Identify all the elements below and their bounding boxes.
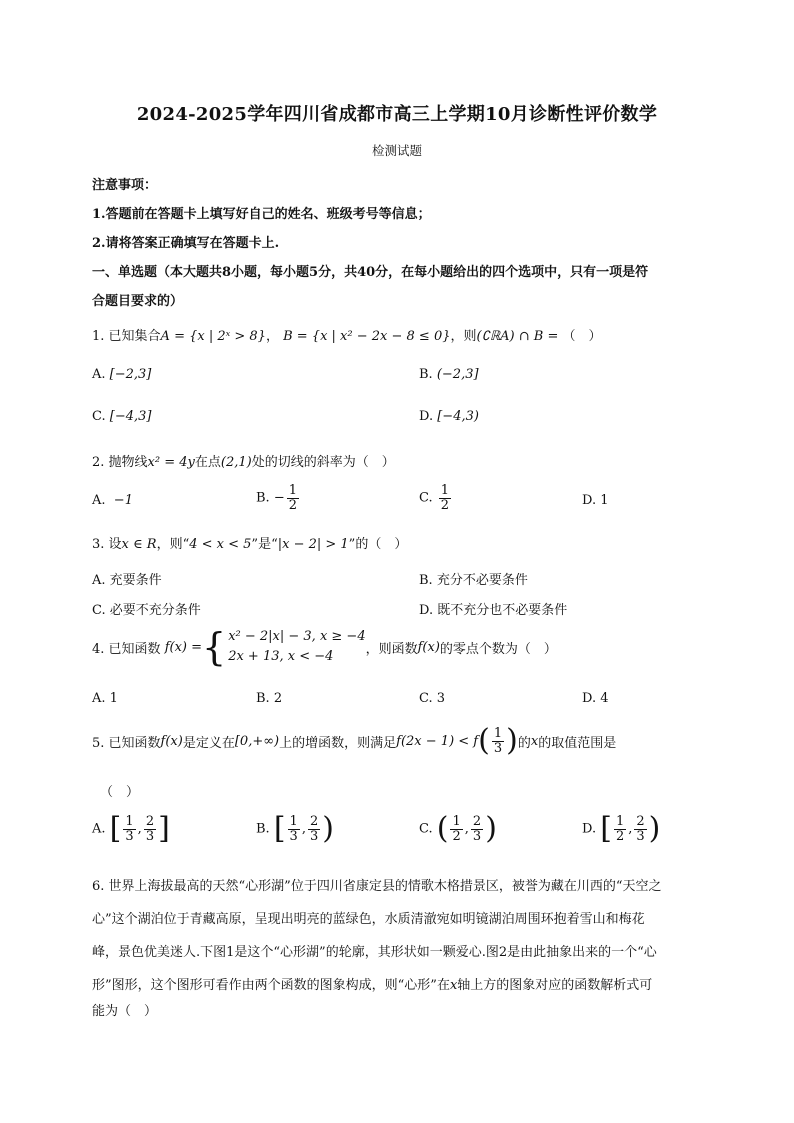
q1-expr: (∁ℝA) ∩ B = <box>476 329 559 344</box>
q1-mid: ，则 <box>450 329 477 344</box>
q1-blank: （ ） <box>562 329 602 344</box>
q6-line-3: 峰，景色优美迷人.下图1是这个“心形湖”的轮廓，其形状如一颗爱心.图2是由此抽象出来的一个“心 <box>92 945 657 960</box>
q1-set-b: B = {x | x² − 2x − 8 ≤ 0} <box>283 329 451 344</box>
q5-option-a: A. [ $\frac{1}{3}$ , $\frac{2}{3}$ ] <box>92 811 170 846</box>
q2-option-c: C. $\frac{1}{2}$ <box>419 483 450 513</box>
question-1 <box>92 325 602 344</box>
q3-option-b: B. 充分不必要条件 <box>419 573 528 588</box>
q4-option-c: C. 3 <box>419 691 446 706</box>
q1-option-d: D. [−4,3) <box>419 409 479 424</box>
q4-case-2: 2x + 13, x < −4 <box>228 649 334 665</box>
q3-option-a: A. 充要条件 <box>92 573 162 588</box>
q2-option-d: D. 1 <box>582 493 609 508</box>
notes-item-2: 2.请将答案正确填写在答题卡上. <box>92 236 280 251</box>
q4-case-1: x² − 2|x| − 3, x ≥ −4 <box>228 629 366 644</box>
q5-blank: （ ） <box>100 785 140 800</box>
q6-line-5: 能为（ ） <box>92 1004 158 1019</box>
q1-set-a: A = {x | 2ˣ > 8} <box>160 329 266 344</box>
q1-option-b: B. (−2,3] <box>419 367 479 382</box>
page-subtitle: 检测试题 <box>371 143 422 158</box>
question-3: 3. 设x ∈ R，则“4 < x < 5”是“|x − 2| > 1”的（ ） <box>92 537 408 552</box>
q5-option-c: C. ( $\frac{1}{2}$ , $\frac{2}{3}$ ) <box>419 811 497 846</box>
q5-option-b: B. [ $\frac{1}{3}$ , $\frac{2}{3}$ ) <box>256 811 334 846</box>
question-2: 2. 抛物线x² = 4y在点(2,1)处的切线的斜率为（ ） <box>92 455 395 470</box>
question-4: 4. 已知函数 f(x) = { x² − 2|x| − 3, x ≥ −4 2x + 13, x < −4 ，则函数 f(x) 的零点个数为（ ） <box>92 625 557 670</box>
notes-heading: 注意事项： <box>92 178 158 193</box>
q6-line-2: 心”这个湖泊位于青藏高原，呈现出明亮的蓝绿色，水质清澈宛如明镜湖泊周围环抱着雪山和梅花 <box>92 912 645 927</box>
q6-line-1: 6. 世界上海拔最高的天然“心形湖”位于四川省康定县的情歌木格措景区，被誉为藏在川西的“天空之 <box>92 879 662 894</box>
page-title: 2024-2025学年四川省成都市高三上学期10月诊断性评价数学 <box>136 104 658 125</box>
q2-option-a: A. −1 <box>92 493 133 508</box>
q2-option-b: B. − $\frac{1}{2}$ <box>256 483 298 513</box>
section-1-heading: 一、单选题（本大题共8小题，每小题5分，共40分，在每小题给出的四个选项中，只有一项是符 <box>92 265 649 280</box>
q3-option-c: C. 必要不充分条件 <box>92 603 201 618</box>
q1-option-c: C. [−4,3] <box>92 409 152 424</box>
q2-point: (2,1) <box>220 455 252 470</box>
q3-option-d: D. 既不充分也不必要条件 <box>419 603 568 618</box>
q1-sep: ， <box>265 329 279 344</box>
q1-prefix: 1. 已知集合 <box>92 329 161 344</box>
q6-line-4: 形”图形，这个图形可看作由两个函数的图象构成，则“心形”在x轴上方的图象对应的函数解析式可 <box>92 978 653 993</box>
question-5: 5. 已知函数 f(x) 是定义在 [0,+∞) 上的增函数，则满足 f(2x − 1) < f ( $\frac{1}{3}$ ) 的 x 的取值范围是 <box>92 723 617 758</box>
section-1-heading-cont: 合题目要求的） <box>92 294 184 309</box>
q4-option-a: A. 1 <box>92 691 118 706</box>
q4-option-d: D. 4 <box>582 691 609 706</box>
q2-equation: x² = 4y <box>147 455 195 470</box>
q5-option-d: D. [ $\frac{1}{2}$ , $\frac{2}{3}$ ) <box>582 811 661 846</box>
q4-option-b: B. 2 <box>256 691 283 706</box>
q1-option-a: A. [−2,3] <box>92 367 152 382</box>
notes-item-1: 1.答题前在答题卡上填写好自己的姓名、班级考号等信息； <box>92 207 431 222</box>
